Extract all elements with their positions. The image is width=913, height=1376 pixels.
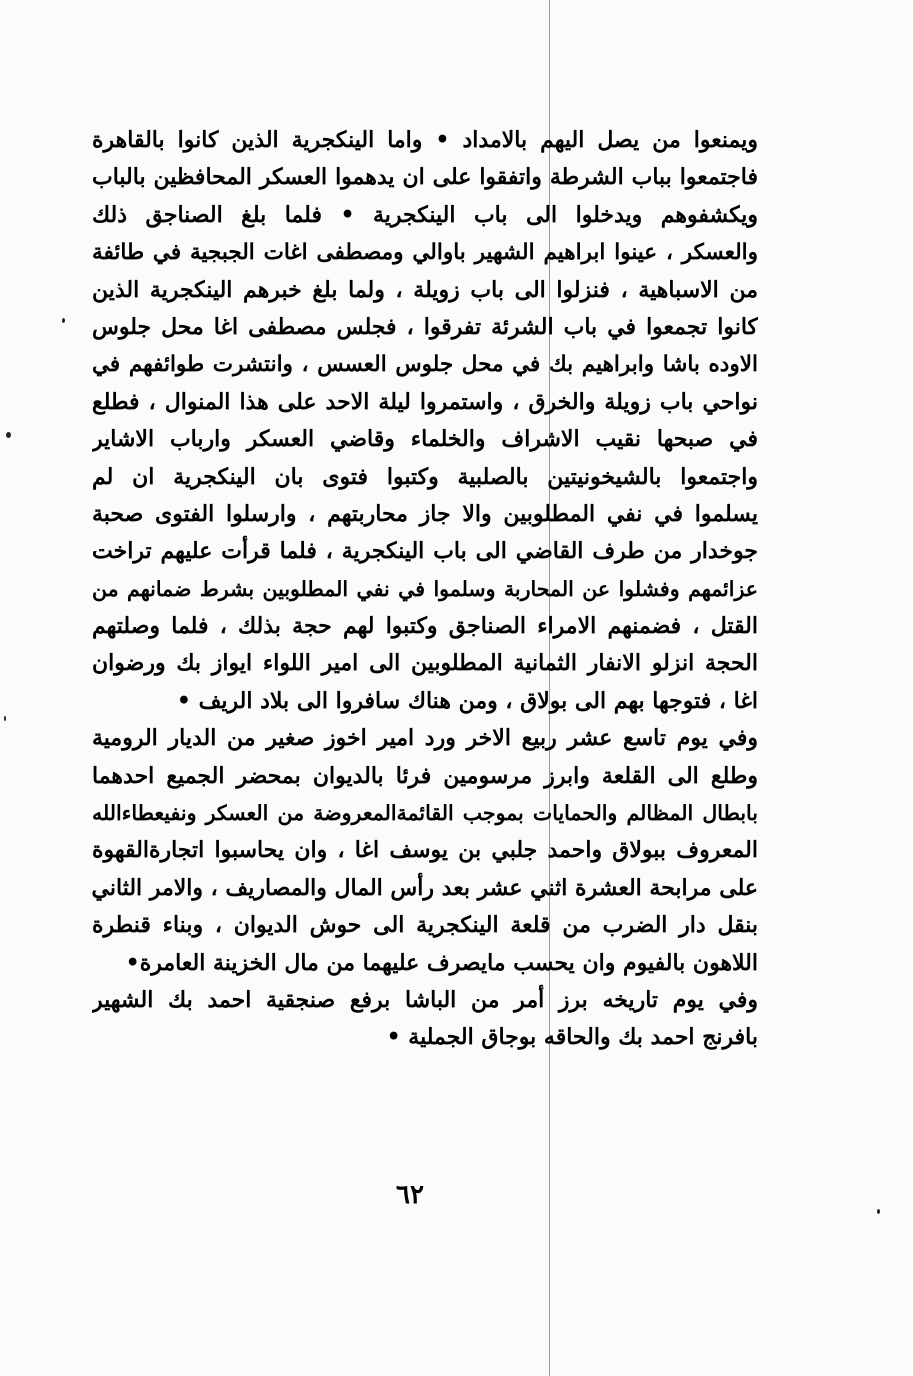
text-line: وفي يوم تاريخه برز أمر من الباشا برفع صنجقية احمد بك الشهير bbox=[92, 986, 758, 1013]
margin-speck bbox=[877, 1209, 880, 1214]
margin-speck bbox=[6, 432, 11, 438]
text-line: الحجة انزلو الانفار الثمانية المطلوبين الى امير اللواء ايواز بك ورضوان bbox=[92, 650, 758, 677]
text-line: والعسكر ، عينوا ابراهيم الشهير باوالي ومصطفى اغات الجبجية في طائفة bbox=[92, 240, 758, 266]
text-line: جوخدار من طرف القاضي الى باب الينكجرية ، فلما قرأت عليهم تراخت bbox=[92, 538, 758, 565]
margin-speck bbox=[4, 716, 6, 721]
text-line: بافرنج احمد بك والحاقه بوجاق الجملية • bbox=[386, 1024, 758, 1051]
text-line: وفي يوم تاسع عشر ربيع الاخر ورد امير اخوز صغير من الديار الرومية bbox=[92, 725, 758, 752]
text-line: المعروف ببولاق واحمد جلبي بن يوسف اغا ، وان يحاسبوا اتجارةالقهوة bbox=[92, 837, 758, 864]
text-line: الاوده باشا وابراهيم بك في محل جلوس العسس ، وانتشرت طوائفهم في bbox=[92, 352, 758, 378]
text-line: ويكشفوهم ويدخلوا الى باب الينكجرية • فلما بلغ الصناجق ذلك bbox=[92, 201, 758, 228]
text-line: واجتمعوا بالشيخونيتين بالصلبية وكتبوا فتوى بان الينكجرية ان لم bbox=[92, 463, 758, 490]
text-line: فاجتمعوا بباب الشرطة واتفقوا على ان يدهموا العسكر المحافظين بالباب bbox=[92, 164, 758, 191]
text-line: نواحي باب زويلة والخرق ، واستمروا ليلة الاحد على هذا المنوال ، فطلع bbox=[92, 388, 758, 415]
page-number: ٦٢ bbox=[396, 1180, 424, 1210]
text-line: يسلموا في نفي المطلوبين والا جاز محاربتهم ، وارسلوا الفتوى صحبة bbox=[92, 500, 758, 527]
text-line: بنقل دار الضرب من قلعة الينكجرية الى حوش الديوان ، وبناء قنطرة bbox=[92, 912, 758, 939]
body-text bbox=[92, 122, 758, 1057]
text-line: من الاسباهية ، فنزلوا الى باب زويلة ، ولما بلغ خبرهم الينكجرية الذين bbox=[92, 276, 758, 303]
text-line: اغا ، فتوجها بهم الى بولاق ، ومن هناك سافروا الى بلاد الريف • bbox=[176, 687, 758, 714]
margin-speck bbox=[62, 318, 65, 323]
text-line: وطلع الى القلعة وابرز مرسومين فرئا بالديوان بمحضر الجميع احدهما bbox=[92, 762, 758, 789]
text-line: كانوا تجمعوا في باب الشرئة تفرقوا ، فجلس مصطفى اغا محل جلوس bbox=[92, 313, 758, 340]
text-line: بابطال المظالم والحمايات بموجب القائمةالمعروضة من العسكر ونفيعطاءالله bbox=[92, 801, 758, 826]
text-line: ويمنعوا من يصل اليهم بالامداد • واما الينكجرية الذين كانوا بالقاهرة bbox=[92, 127, 758, 153]
text-line: اللاهون بالفيوم وان يحسب مايصرف عليهما من مال الخزينة العامرة• bbox=[125, 949, 758, 976]
text-line: عزائمهم وفشلوا عن المحاربة وسلموا في نفي المطلوبين بشرط ضمانهم من bbox=[92, 576, 758, 601]
text-line: على مرابحة العشرة اثني عشر بعد رأس المال والمصاريف ، والامر الثاني bbox=[92, 874, 758, 901]
text-line: القتل ، فضمنهم الامراء الصناجق وكتبوا لهم حجة بذلك ، فلما وصلتهم bbox=[92, 613, 758, 640]
text-line: في صبحها نقيب الاشراف والخلماء وقاضي العسكر وارباب الاشاير bbox=[92, 426, 758, 453]
